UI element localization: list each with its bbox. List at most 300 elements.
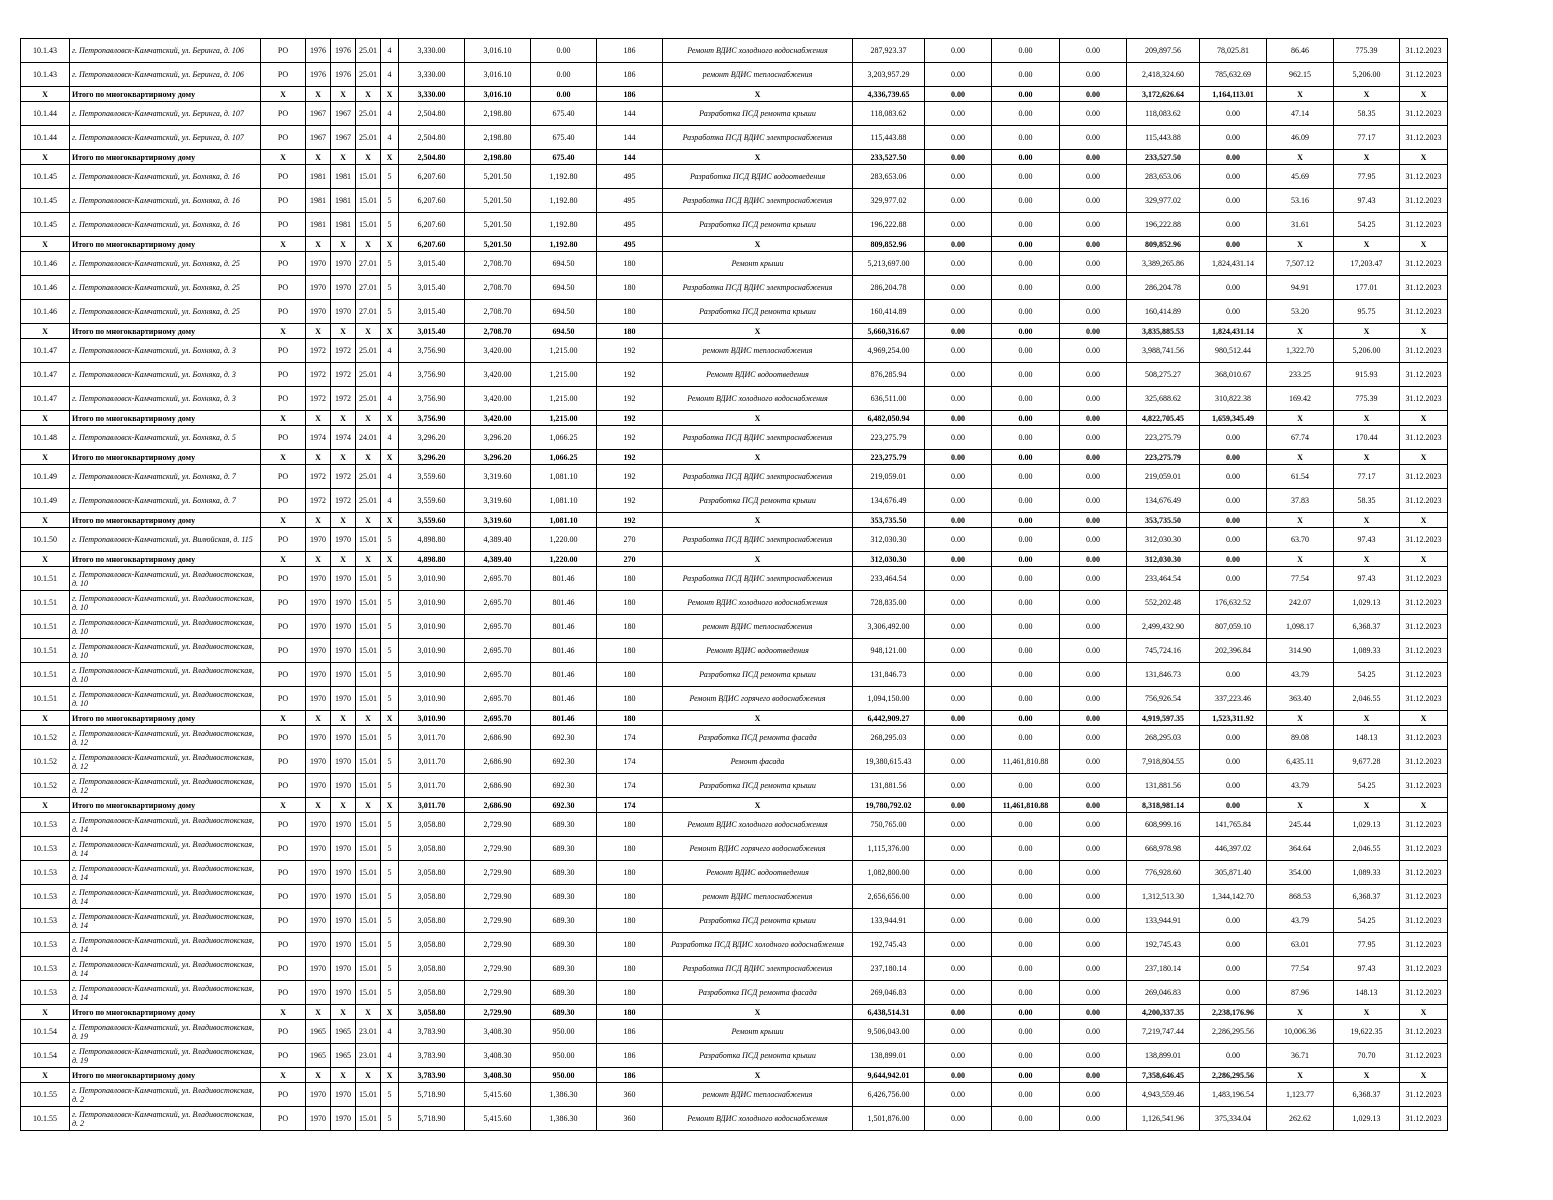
cell-residents: 186 — [597, 39, 663, 63]
cell-federal-funds: 0.00 — [925, 411, 992, 426]
cell-category: 15.01 — [356, 687, 381, 711]
cell-owner-funds: 756,926.54 — [1127, 687, 1200, 711]
cell-nonresidential-area: 0.00 — [531, 87, 597, 102]
cell-residential-area: 3,016.10 — [465, 39, 531, 63]
cell-owner-funds: 7,219,747.44 — [1127, 1020, 1200, 1044]
cell-category: 25.01 — [356, 339, 381, 363]
cell-other-funds: 0.00 — [1200, 567, 1267, 591]
cell-municipal-funds: 0.00 — [1060, 774, 1127, 798]
cell-row-number: 10.1.48 — [21, 426, 70, 450]
cell-year-built: X — [306, 87, 331, 102]
cell-other-funds: 785,632.69 — [1200, 63, 1267, 87]
cell-floors: X — [381, 150, 399, 165]
cell-nonresidential-area: 950.00 — [531, 1020, 597, 1044]
cell-row-number: 10.1.45 — [21, 189, 70, 213]
cell-nonresidential-area: 694.50 — [531, 300, 597, 324]
cell-total-area: 3,296.20 — [399, 426, 465, 450]
cell-federal-funds: 0.00 — [925, 489, 992, 513]
cell-nonresidential-area: 1,081.10 — [531, 513, 597, 528]
cell-year-built: 1970 — [306, 861, 331, 885]
cell-category: 27.01 — [356, 276, 381, 300]
cell-residential-area: 2,708.70 — [465, 252, 531, 276]
cell-total-area: 3,756.90 — [399, 339, 465, 363]
cell-total-area: 3,010.90 — [399, 711, 465, 726]
cell-row-number: 10.1.53 — [21, 861, 70, 885]
cell-category: 15.01 — [356, 933, 381, 957]
cell-year-built: 1970 — [306, 276, 331, 300]
cell-year-commissioned: 1965 — [331, 1020, 356, 1044]
cell-regional-funds: 0.00 — [992, 567, 1060, 591]
cell-year-built: 1970 — [306, 837, 331, 861]
cell-other-funds: 0.00 — [1200, 933, 1267, 957]
table-row — [21, 39, 1448, 63]
cell-residential-area: 3,408.30 — [465, 1044, 531, 1068]
cell-residential-area: 2,729.90 — [465, 933, 531, 957]
cell-work-type: Разработка ПСД ВДИС электроснабжения — [663, 126, 853, 150]
cell-year-commissioned: 1970 — [331, 981, 356, 1005]
cell-year-built: 1970 — [306, 909, 331, 933]
cell-other-funds: 1,824,431.14 — [1200, 324, 1267, 339]
cell-floors: 5 — [381, 213, 399, 237]
cell-regional-funds: 0.00 — [992, 1044, 1060, 1068]
cell-floors: 4 — [381, 387, 399, 411]
cell-completion-date: 31.12.2023 — [1400, 300, 1448, 324]
cell-owner-type: X — [261, 798, 306, 813]
cell-owner-type: РО — [261, 252, 306, 276]
cell-regional-funds: 0.00 — [992, 363, 1060, 387]
cell-unit-cost: 87.96 — [1267, 981, 1334, 1005]
cell-municipal-funds: 0.00 — [1060, 87, 1127, 102]
cell-floors: 4 — [381, 489, 399, 513]
cell-municipal-funds: 0.00 — [1060, 339, 1127, 363]
cell-owner-funds: 4,943,559.46 — [1127, 1083, 1200, 1107]
cell-federal-funds: 0.00 — [925, 957, 992, 981]
cell-residential-area: 5,415.60 — [465, 1107, 531, 1131]
cell-row-number: 10.1.47 — [21, 387, 70, 411]
cell-total-cost: 312,030.30 — [853, 528, 925, 552]
cell-max-unit-cost: X — [1334, 450, 1400, 465]
cell-municipal-funds: 0.00 — [1060, 861, 1127, 885]
cell-total-cost: 118,083.62 — [853, 102, 925, 126]
table-row — [21, 387, 1448, 411]
cell-total-area: 6,207.60 — [399, 213, 465, 237]
cell-total-area: 6,207.60 — [399, 237, 465, 252]
cell-completion-date: X — [1400, 150, 1448, 165]
cell-address: г. Петропавловск-Камчатский, ул. Владивостокская, д. 10 — [70, 687, 261, 711]
cell-max-unit-cost: 6,368.37 — [1334, 885, 1400, 909]
cell-residents: 270 — [597, 528, 663, 552]
cell-municipal-funds: 0.00 — [1060, 750, 1127, 774]
cell-municipal-funds: 0.00 — [1060, 798, 1127, 813]
cell-address: Итого по многоквартирному дому — [70, 513, 261, 528]
cell-completion-date: 31.12.2023 — [1400, 687, 1448, 711]
cell-unit-cost: X — [1267, 711, 1334, 726]
cell-total-area: 3,783.90 — [399, 1020, 465, 1044]
total-row — [21, 87, 1448, 102]
cell-category: 23.01 — [356, 1020, 381, 1044]
cell-category: X — [356, 87, 381, 102]
cell-row-number: X — [21, 1005, 70, 1020]
cell-total-area: 5,718.90 — [399, 1083, 465, 1107]
cell-total-area: 3,058.80 — [399, 861, 465, 885]
cell-work-type: Разработка ПСД ВДИС электроснабжения — [663, 276, 853, 300]
cell-address: г. Петропавловск-Камчатский, ул. Бохняка, д. 25 — [70, 300, 261, 324]
cell-address: г. Петропавловск-Камчатский, ул. Владивостокская, д. 10 — [70, 567, 261, 591]
cell-category: 23.01 — [356, 1044, 381, 1068]
cell-year-built: 1976 — [306, 63, 331, 87]
cell-category: 25.01 — [356, 363, 381, 387]
cell-other-funds: 0.00 — [1200, 798, 1267, 813]
cell-floors: 4 — [381, 339, 399, 363]
cell-work-type: Ремонт ВДИС холодного водоснабжения — [663, 591, 853, 615]
cell-municipal-funds: 0.00 — [1060, 300, 1127, 324]
total-row — [21, 150, 1448, 165]
cell-address: г. Петропавловск-Камчатский, ул. Владивостокская, д. 10 — [70, 591, 261, 615]
cell-total-cost: 6,426,756.00 — [853, 1083, 925, 1107]
cell-owner-funds: 233,464.54 — [1127, 567, 1200, 591]
cell-regional-funds: 0.00 — [992, 489, 1060, 513]
cell-residential-area: 2,729.90 — [465, 861, 531, 885]
cell-federal-funds: 0.00 — [925, 615, 992, 639]
cell-federal-funds: 0.00 — [925, 213, 992, 237]
cell-work-type: Разработка ПСД ремонта крыши — [663, 1044, 853, 1068]
cell-residential-area: 4,389.40 — [465, 552, 531, 567]
cell-municipal-funds: 0.00 — [1060, 276, 1127, 300]
cell-owner-funds: 160,414.89 — [1127, 300, 1200, 324]
cell-residential-area: 2,686.90 — [465, 726, 531, 750]
cell-owner-type: РО — [261, 1083, 306, 1107]
cell-total-area: 2,504.80 — [399, 126, 465, 150]
cell-year-built: 1970 — [306, 687, 331, 711]
cell-max-unit-cost: 97.43 — [1334, 528, 1400, 552]
cell-residents: 174 — [597, 774, 663, 798]
cell-max-unit-cost: X — [1334, 87, 1400, 102]
cell-work-type: Разработка ПСД ремонта крыши — [663, 300, 853, 324]
cell-floors: 5 — [381, 726, 399, 750]
cell-category: 15.01 — [356, 567, 381, 591]
cell-address: Итого по многоквартирному дому — [70, 411, 261, 426]
cell-total-area: 3,756.90 — [399, 387, 465, 411]
cell-completion-date: X — [1400, 411, 1448, 426]
cell-completion-date: 31.12.2023 — [1400, 861, 1448, 885]
cell-row-number: 10.1.52 — [21, 774, 70, 798]
cell-residents: 360 — [597, 1107, 663, 1131]
cell-total-area: 3,058.80 — [399, 909, 465, 933]
cell-category: 15.01 — [356, 813, 381, 837]
cell-owner-funds: 209,897.56 — [1127, 39, 1200, 63]
cell-regional-funds: 0.00 — [992, 711, 1060, 726]
cell-total-cost: 1,115,376.00 — [853, 837, 925, 861]
cell-owner-funds: 508,275.27 — [1127, 363, 1200, 387]
cell-federal-funds: 0.00 — [925, 1020, 992, 1044]
cell-floors: X — [381, 87, 399, 102]
cell-floors: 5 — [381, 933, 399, 957]
cell-category: 27.01 — [356, 300, 381, 324]
cell-residents: 192 — [597, 339, 663, 363]
cell-year-built: 1970 — [306, 663, 331, 687]
cell-residential-area: 2,695.70 — [465, 663, 531, 687]
cell-year-built: X — [306, 798, 331, 813]
cell-regional-funds: 0.00 — [992, 276, 1060, 300]
cell-year-built: 1970 — [306, 981, 331, 1005]
cell-total-area: 3,010.90 — [399, 615, 465, 639]
cell-work-type: X — [663, 711, 853, 726]
cell-unit-cost: 314.90 — [1267, 639, 1334, 663]
cell-year-built: X — [306, 513, 331, 528]
cell-total-area: 3,330.00 — [399, 39, 465, 63]
cell-owner-type: РО — [261, 102, 306, 126]
cell-work-type: Разработка ПСД ремонта фасада — [663, 726, 853, 750]
capital-repair-table — [20, 38, 1448, 1131]
cell-completion-date: 31.12.2023 — [1400, 1020, 1448, 1044]
cell-owner-funds: 131,846.73 — [1127, 663, 1200, 687]
cell-regional-funds: 0.00 — [992, 687, 1060, 711]
table-row — [21, 591, 1448, 615]
cell-unit-cost: 245.44 — [1267, 813, 1334, 837]
cell-category: 15.01 — [356, 591, 381, 615]
cell-total-area: 3,011.70 — [399, 798, 465, 813]
cell-regional-funds: 0.00 — [992, 1083, 1060, 1107]
cell-residential-area: 5,415.60 — [465, 1083, 531, 1107]
cell-regional-funds: 0.00 — [992, 837, 1060, 861]
cell-year-built: 1970 — [306, 1083, 331, 1107]
cell-regional-funds: 0.00 — [992, 189, 1060, 213]
cell-owner-type: РО — [261, 861, 306, 885]
cell-address: г. Петропавловск-Камчатский, ул. Бохняка, д. 16 — [70, 213, 261, 237]
cell-unit-cost: 962.15 — [1267, 63, 1334, 87]
cell-max-unit-cost: 1,029.13 — [1334, 813, 1400, 837]
cell-total-cost: 19,380,615.43 — [853, 750, 925, 774]
cell-unit-cost: 169.42 — [1267, 387, 1334, 411]
cell-category: X — [356, 513, 381, 528]
cell-max-unit-cost: 58.35 — [1334, 489, 1400, 513]
cell-year-commissioned: 1976 — [331, 63, 356, 87]
cell-owner-type: РО — [261, 465, 306, 489]
cell-max-unit-cost: 170.44 — [1334, 426, 1400, 450]
cell-category: 25.01 — [356, 387, 381, 411]
cell-category: 15.01 — [356, 528, 381, 552]
cell-owner-funds: 2,499,432.90 — [1127, 615, 1200, 639]
cell-category: 15.01 — [356, 750, 381, 774]
cell-nonresidential-area: 1,215.00 — [531, 363, 597, 387]
cell-owner-type: РО — [261, 981, 306, 1005]
cell-municipal-funds: 0.00 — [1060, 687, 1127, 711]
cell-address: г. Петропавловск-Камчатский, ул. Владивостокская, д. 2 — [70, 1083, 261, 1107]
cell-owner-funds: 608,999.16 — [1127, 813, 1200, 837]
cell-max-unit-cost: 19,622.35 — [1334, 1020, 1400, 1044]
cell-regional-funds: 0.00 — [992, 861, 1060, 885]
cell-nonresidential-area: 1,220.00 — [531, 528, 597, 552]
cell-year-built: 1965 — [306, 1020, 331, 1044]
cell-owner-type: РО — [261, 957, 306, 981]
cell-category: 25.01 — [356, 39, 381, 63]
cell-completion-date: 31.12.2023 — [1400, 1044, 1448, 1068]
cell-floors: 4 — [381, 39, 399, 63]
cell-federal-funds: 0.00 — [925, 189, 992, 213]
cell-regional-funds: 0.00 — [992, 87, 1060, 102]
cell-year-commissioned: 1970 — [331, 687, 356, 711]
cell-total-cost: 131,881.56 — [853, 774, 925, 798]
cell-other-funds: 0.00 — [1200, 981, 1267, 1005]
cell-owner-type: РО — [261, 387, 306, 411]
cell-municipal-funds: 0.00 — [1060, 63, 1127, 87]
cell-other-funds: 0.00 — [1200, 774, 1267, 798]
cell-regional-funds: 0.00 — [992, 957, 1060, 981]
cell-nonresidential-area: 1,192.80 — [531, 165, 597, 189]
cell-unit-cost: X — [1267, 87, 1334, 102]
cell-completion-date: X — [1400, 798, 1448, 813]
cell-year-commissioned: 1967 — [331, 126, 356, 150]
cell-regional-funds: 11,461,810.88 — [992, 798, 1060, 813]
cell-row-number: 10.1.46 — [21, 252, 70, 276]
cell-address: г. Петропавловск-Камчатский, ул. Бохняка, д. 25 — [70, 276, 261, 300]
cell-work-type: Ремонт ВДИС горячего водоснабжения — [663, 687, 853, 711]
cell-year-built: 1981 — [306, 165, 331, 189]
cell-federal-funds: 0.00 — [925, 798, 992, 813]
cell-floors: 5 — [381, 957, 399, 981]
cell-category: X — [356, 237, 381, 252]
cell-residential-area: 3,420.00 — [465, 363, 531, 387]
cell-regional-funds: 0.00 — [992, 339, 1060, 363]
cell-floors: 5 — [381, 189, 399, 213]
cell-row-number: 10.1.51 — [21, 663, 70, 687]
cell-municipal-funds: 0.00 — [1060, 363, 1127, 387]
cell-max-unit-cost: 1,089.33 — [1334, 639, 1400, 663]
cell-unit-cost: X — [1267, 1005, 1334, 1020]
cell-residential-area: 3,296.20 — [465, 426, 531, 450]
cell-floors: X — [381, 798, 399, 813]
cell-municipal-funds: 0.00 — [1060, 489, 1127, 513]
cell-owner-funds: 138,899.01 — [1127, 1044, 1200, 1068]
cell-owner-funds: 353,735.50 — [1127, 513, 1200, 528]
table-row — [21, 813, 1448, 837]
cell-owner-funds: 8,318,981.14 — [1127, 798, 1200, 813]
cell-residents: 180 — [597, 909, 663, 933]
cell-nonresidential-area: 694.50 — [531, 252, 597, 276]
cell-owner-funds: 118,083.62 — [1127, 102, 1200, 126]
cell-residents: 180 — [597, 861, 663, 885]
cell-completion-date: 31.12.2023 — [1400, 276, 1448, 300]
cell-completion-date: 31.12.2023 — [1400, 639, 1448, 663]
cell-year-built: X — [306, 411, 331, 426]
cell-other-funds: 0.00 — [1200, 528, 1267, 552]
cell-completion-date: X — [1400, 711, 1448, 726]
table-row — [21, 1020, 1448, 1044]
cell-owner-funds: 223,275.79 — [1127, 450, 1200, 465]
cell-other-funds: 0.00 — [1200, 552, 1267, 567]
cell-completion-date: X — [1400, 1068, 1448, 1083]
cell-completion-date: X — [1400, 513, 1448, 528]
table-row — [21, 567, 1448, 591]
cell-owner-type: РО — [261, 813, 306, 837]
cell-owner-type: РО — [261, 885, 306, 909]
cell-row-number: 10.1.44 — [21, 126, 70, 150]
cell-nonresidential-area: 1,192.80 — [531, 213, 597, 237]
cell-residents: 270 — [597, 552, 663, 567]
cell-address: Итого по многоквартирному дому — [70, 711, 261, 726]
cell-max-unit-cost: 5,206.00 — [1334, 63, 1400, 87]
cell-max-unit-cost: 97.43 — [1334, 189, 1400, 213]
cell-row-number: X — [21, 87, 70, 102]
cell-federal-funds: 0.00 — [925, 387, 992, 411]
cell-address: г. Петропавловск-Камчатский, ул. Владивостокская, д. 14 — [70, 885, 261, 909]
table-row — [21, 909, 1448, 933]
cell-address: Итого по многоквартирному дому — [70, 87, 261, 102]
cell-total-area: 3,559.60 — [399, 489, 465, 513]
cell-year-commissioned: 1970 — [331, 1107, 356, 1131]
cell-max-unit-cost: X — [1334, 237, 1400, 252]
cell-category: 15.01 — [356, 837, 381, 861]
cell-federal-funds: 0.00 — [925, 552, 992, 567]
cell-federal-funds: 0.00 — [925, 339, 992, 363]
cell-owner-type: РО — [261, 774, 306, 798]
cell-residential-area: 3,420.00 — [465, 339, 531, 363]
cell-year-commissioned: 1972 — [331, 363, 356, 387]
cell-unit-cost: 77.54 — [1267, 567, 1334, 591]
cell-residents: 192 — [597, 450, 663, 465]
cell-other-funds: 0.00 — [1200, 957, 1267, 981]
cell-completion-date: 31.12.2023 — [1400, 750, 1448, 774]
cell-total-area: 3,010.90 — [399, 639, 465, 663]
cell-regional-funds: 0.00 — [992, 426, 1060, 450]
cell-max-unit-cost: 1,089.33 — [1334, 861, 1400, 885]
cell-completion-date: 31.12.2023 — [1400, 885, 1448, 909]
cell-completion-date: 31.12.2023 — [1400, 567, 1448, 591]
cell-total-area: 3,015.40 — [399, 276, 465, 300]
cell-year-commissioned: 1972 — [331, 465, 356, 489]
table-row — [21, 663, 1448, 687]
cell-category: 25.01 — [356, 489, 381, 513]
cell-row-number: 10.1.54 — [21, 1044, 70, 1068]
cell-federal-funds: 0.00 — [925, 687, 992, 711]
cell-total-cost: 728,835.00 — [853, 591, 925, 615]
cell-completion-date: 31.12.2023 — [1400, 528, 1448, 552]
cell-completion-date: 31.12.2023 — [1400, 663, 1448, 687]
cell-max-unit-cost: 54.25 — [1334, 909, 1400, 933]
cell-residential-area: 3,319.60 — [465, 489, 531, 513]
cell-floors: X — [381, 1005, 399, 1020]
cell-total-area: 3,330.00 — [399, 63, 465, 87]
cell-owner-funds: 133,944.91 — [1127, 909, 1200, 933]
cell-owner-funds: 115,443.88 — [1127, 126, 1200, 150]
cell-work-type: Разработка ПСД ремонта крыши — [663, 774, 853, 798]
cell-residential-area: 2,708.70 — [465, 324, 531, 339]
cell-work-type: Разработка ПСД ремонта крыши — [663, 489, 853, 513]
cell-floors: 4 — [381, 465, 399, 489]
cell-owner-type: РО — [261, 750, 306, 774]
cell-row-number: 10.1.51 — [21, 615, 70, 639]
cell-regional-funds: 0.00 — [992, 102, 1060, 126]
cell-regional-funds: 0.00 — [992, 213, 1060, 237]
cell-residents: 186 — [597, 87, 663, 102]
cell-floors: 5 — [381, 639, 399, 663]
cell-other-funds: 0.00 — [1200, 750, 1267, 774]
cell-nonresidential-area: 689.30 — [531, 933, 597, 957]
cell-federal-funds: 0.00 — [925, 237, 992, 252]
cell-residential-area: 2,198.80 — [465, 102, 531, 126]
cell-nonresidential-area: 0.00 — [531, 39, 597, 63]
cell-owner-type: РО — [261, 837, 306, 861]
cell-work-type: ремонт ВДИС теплоснабжения — [663, 615, 853, 639]
cell-address: Итого по многоквартирному дому — [70, 324, 261, 339]
table-row — [21, 126, 1448, 150]
cell-unit-cost: 67.74 — [1267, 426, 1334, 450]
cell-max-unit-cost: 77.17 — [1334, 465, 1400, 489]
cell-other-funds: 2,286,295.56 — [1200, 1068, 1267, 1083]
cell-residents: 495 — [597, 237, 663, 252]
total-row — [21, 237, 1448, 252]
cell-owner-funds: 3,988,741.56 — [1127, 339, 1200, 363]
